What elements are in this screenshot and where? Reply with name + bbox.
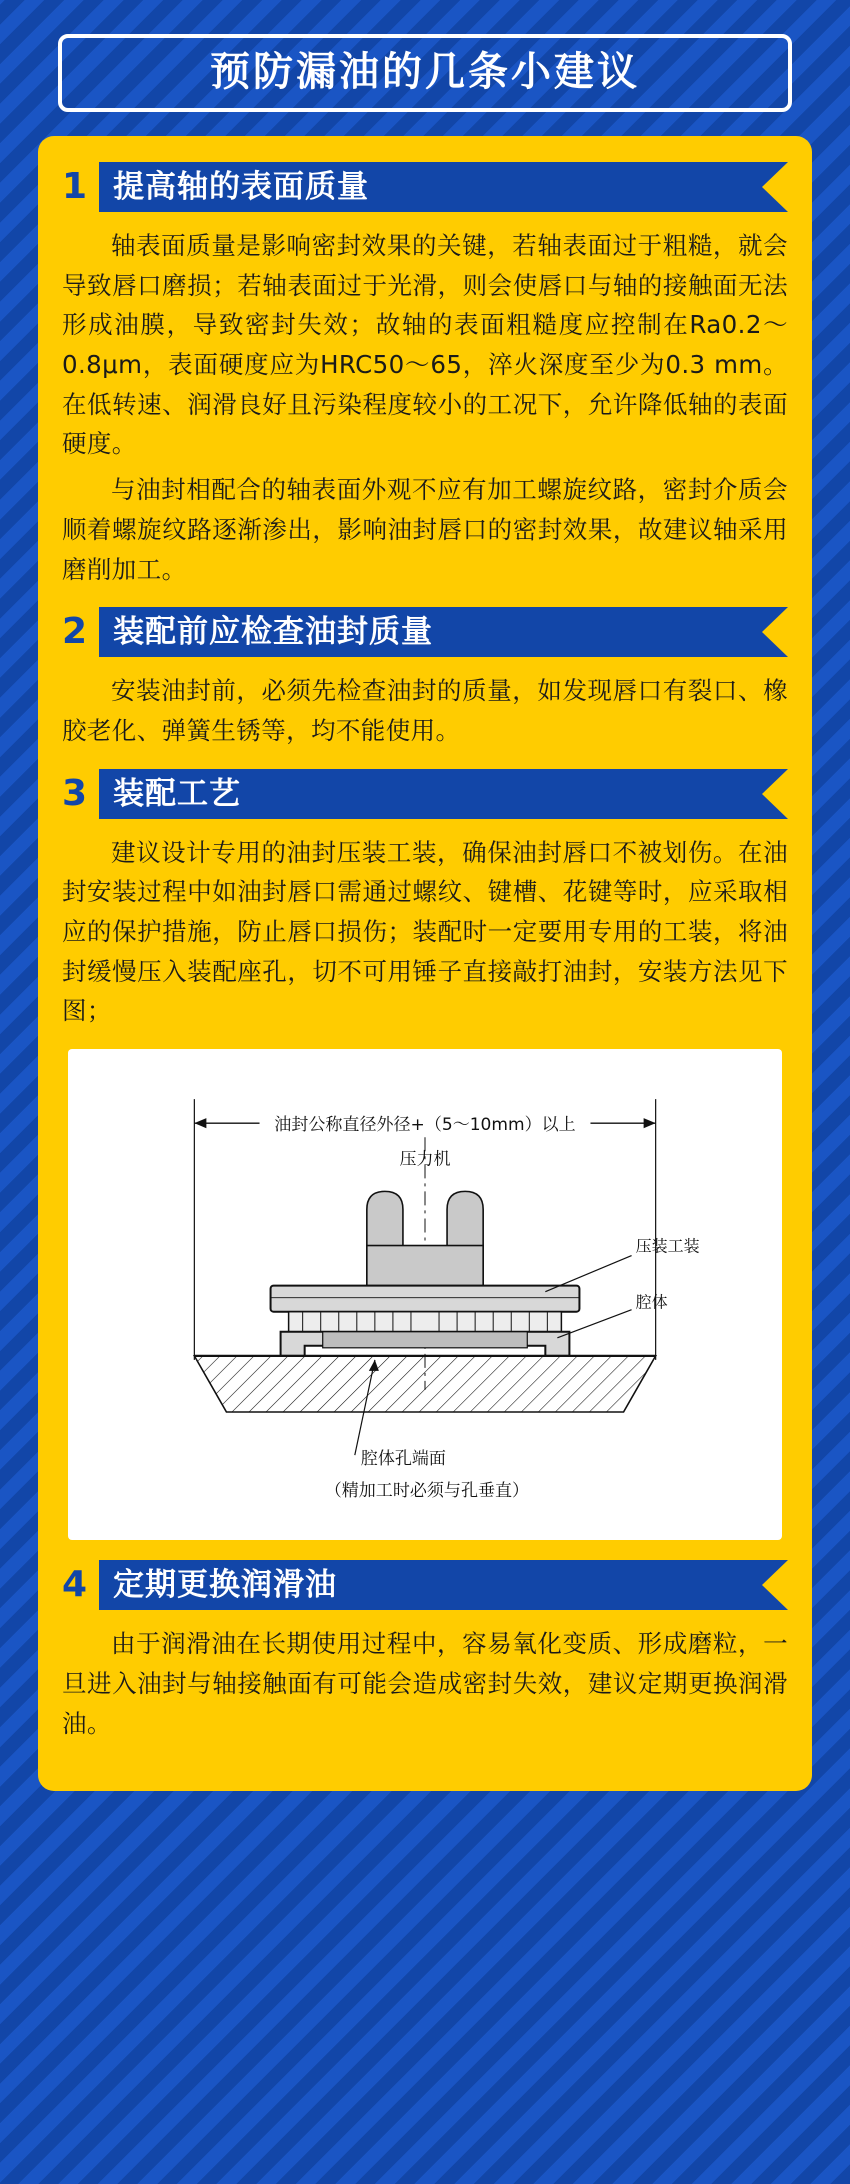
section-number-2: 2 [62, 611, 88, 653]
section-body-4 [62, 1624, 788, 1743]
section-number-4: 4 [62, 1564, 88, 1606]
section-title-4: 定期更换润滑油 [99, 1560, 788, 1610]
figure-label-hole-face-note: （精加工时必须与孔垂直） [324, 1481, 530, 1502]
paragraph: 安装油封前，必须先检查油封的质量，如发现唇口有裂口、橡胶老化、弹簧生锈等，均不能使用。 [62, 676, 788, 745]
section-heading-4 [62, 1560, 788, 1610]
figure-label-press-machine: 压力机 [399, 1149, 451, 1170]
page-title-frame [58, 34, 792, 112]
section-number-3: 3 [62, 772, 88, 814]
paragraph: 与油封相配合的轴表面外观不应有加工螺旋纹路，密封介质会顺着螺旋纹路逐渐渗出，影响油封唇口的密封效果，故建议轴采用磨削加工。 [62, 475, 788, 584]
figure-label-cavity: 腔体 [635, 1292, 668, 1312]
content-card [38, 136, 812, 1791]
section-heading-3 [62, 769, 788, 819]
paragraph: 由于润滑油在长期使用过程中，容易氧化变质、形成磨粒，一旦进入油封与轴接触面有可能会造成密封失效，建议定期更换润滑油。 [62, 1629, 788, 1738]
section-title-2: 装配前应检查油封质量 [99, 607, 788, 657]
figure-label-dim-top: 油封公称直径外径+（5～10mm）以上 [274, 1115, 576, 1136]
section-title-1: 提高轴的表面质量 [99, 162, 788, 212]
paragraph: 建议设计专用的油封压装工装，确保油封唇口不被划伤。在油封安装过程中如油封唇口需通过螺纹、键槽、花键等时，应采取相应的保护措施，防止唇口损伤；装配时一定要用专用的工装，将油封缓慢压入装配座孔，切不可用锤子直接敲打油封，安装方法见下图； [62, 837, 788, 1026]
paragraph: 轴表面质量是影响密封效果的关键，若轴表面过于粗糙，就会导致唇口磨损；若轴表面过于光滑，则会使唇口与轴的接触面无法形成油膜，导致密封失效；故轴的表面粗糙度应控制在Ra0.2～0.8μm，表面硬度应为HRC50～65，淬火深度至少为0.3 mm。在低转速、润滑良好且污染程度较小的工况下，允许降低轴的表面硬度。 [62, 231, 788, 459]
section-heading-2 [62, 607, 788, 657]
section-heading-1 [62, 162, 788, 212]
section-body-1 [62, 226, 788, 589]
figure-label-press-tool: 压装工装 [635, 1236, 700, 1256]
section-body-2 [62, 671, 788, 750]
section-body-3 [62, 833, 788, 1031]
assembly-diagram [74, 1059, 776, 1530]
section-title-3: 装配工艺 [99, 769, 788, 819]
figure-label-hole-face: 腔体孔端面 [360, 1449, 446, 1470]
page-title: 预防漏油的几条小建议 [210, 49, 640, 95]
section-number-1: 1 [62, 166, 88, 207]
assembly-diagram-figure [68, 1049, 782, 1540]
